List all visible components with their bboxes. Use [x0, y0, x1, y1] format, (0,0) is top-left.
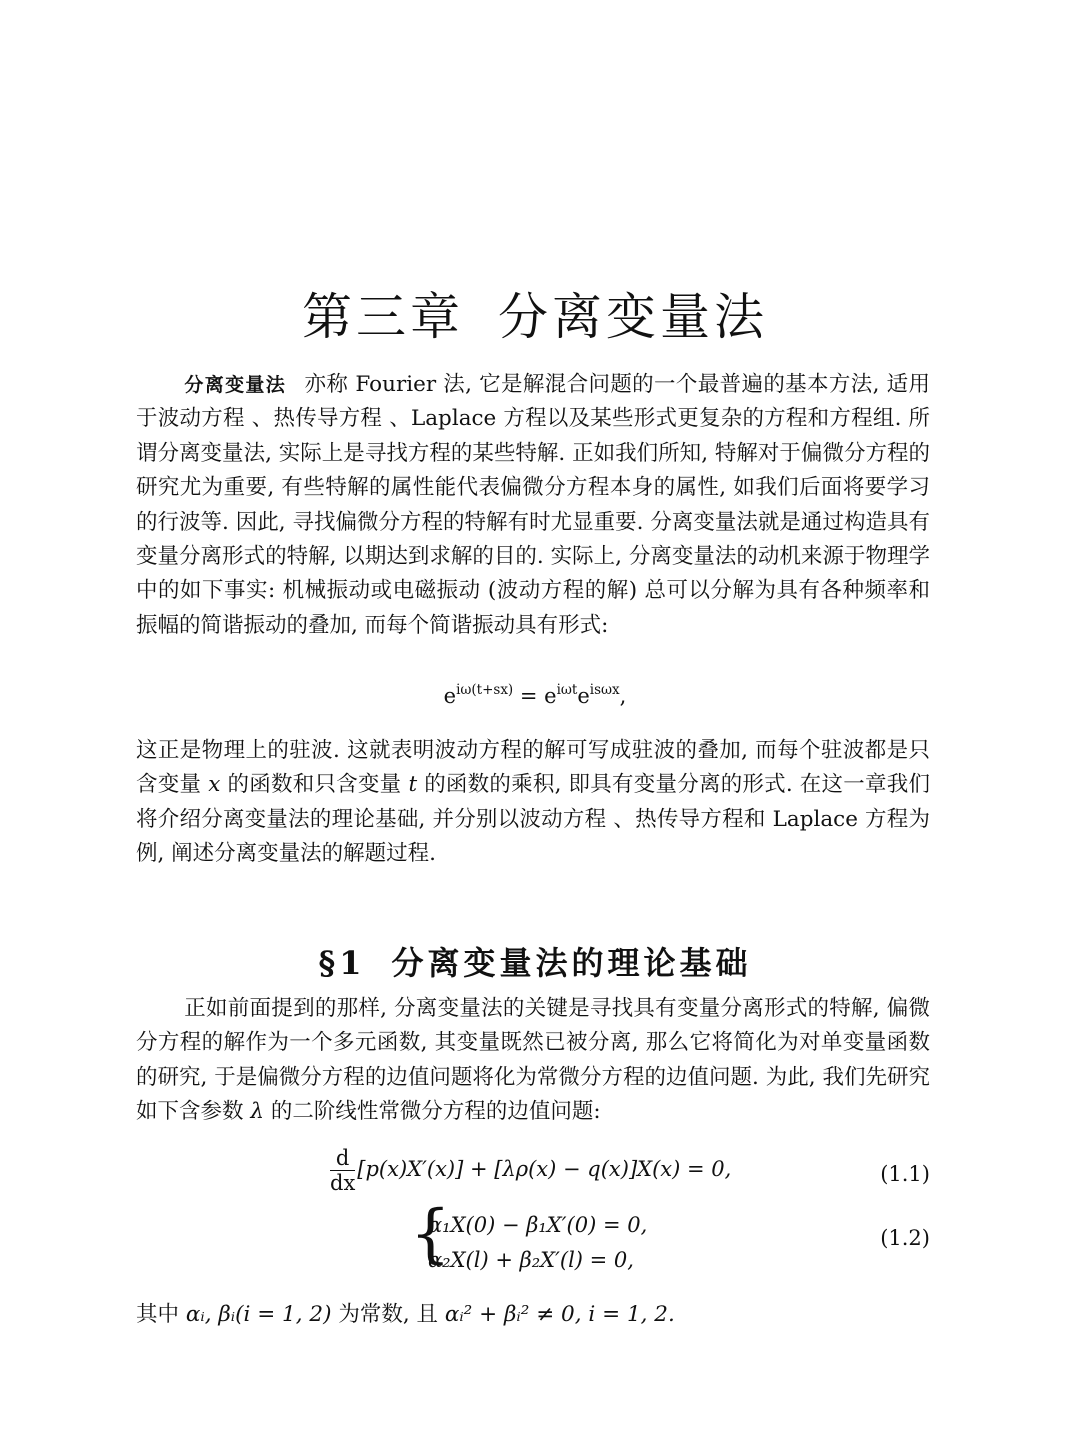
- constants-paragraph: [136, 1298, 930, 1332]
- eq0-rhs2-base: e: [577, 684, 590, 708]
- eq2-line-1: α₁X(0) − β₁X′(0) = 0,: [428, 1213, 648, 1237]
- intro-keyword: 分离变量法: [184, 374, 287, 396]
- section-heading: [0, 939, 1070, 987]
- chapter-number: 第三章: [302, 287, 464, 346]
- equation-number-1-1: (1.1): [880, 1162, 930, 1186]
- chapter-title: [0, 282, 1070, 352]
- standing-wave-paragraph: [136, 734, 930, 872]
- equation-1-2: [410, 1197, 648, 1278]
- para4-text-2: 为常数, 且: [331, 1302, 445, 1327]
- eq1-body: [p(x)X′(x)] + [λρ(x) − q(x)]X(x) = 0,: [357, 1157, 732, 1181]
- chapter-name: 分离变量法: [498, 287, 768, 346]
- para3-lambda: λ: [250, 1099, 264, 1125]
- eq0-rhs1-exp: iωt: [556, 682, 578, 698]
- section-number: §1: [318, 943, 366, 982]
- para2-text-2: 的函数和只含变量: [220, 772, 409, 798]
- intro-paragraph: [136, 368, 930, 643]
- para4-math-1: αᵢ, βᵢ(i = 1, 2): [185, 1302, 332, 1327]
- frac-denominator: dx: [330, 1171, 356, 1195]
- left-brace: {: [410, 1197, 451, 1271]
- eq0-lhs-base: e: [443, 684, 457, 708]
- frac-numerator: d: [330, 1146, 355, 1171]
- eq2-line-2: α₂X(l) + β₂X′(l) = 0,: [428, 1248, 634, 1272]
- theory-paragraph: [136, 992, 930, 1130]
- para3-text-1: 正如前面提到的那样, 分离变量法的关键是寻找具有变量分离形式的特解, 偏微分方程的解作为一个多元函数, 其变量既然已被分离, 那么它将简化为对单变量函数的研究, 于是偏微分方程的边值问题将化为常微分方程的边值问题. 为此, 我们先研究如下含参数: [136, 996, 930, 1125]
- equation-1-1: [330, 1146, 731, 1202]
- eq0-end: ,: [619, 684, 627, 708]
- equation-number-1-2: (1.2): [880, 1226, 930, 1250]
- eq0-rhs1-base: e: [544, 684, 557, 708]
- eq0-equals: =: [513, 684, 545, 708]
- para4-text-1: 其中: [136, 1302, 186, 1327]
- para2-var-x: x: [208, 772, 221, 798]
- para4-math-2: αᵢ² + βᵢ² ≠ 0, i = 1, 2.: [444, 1302, 675, 1327]
- para3-text-2: 的二阶线性常微分方程的边值问题:: [263, 1099, 601, 1125]
- section-name: 分离变量法的理论基础: [391, 943, 752, 982]
- standing-wave-equation: [0, 682, 1070, 708]
- intro-body: 亦称 Fourier 法, 它是解混合问题的一个最普遍的基本方法, 适用于波动方程 、热传导方程 、Laplace 方程以及某些形式更复杂的方程和方程组. 所谓分离变量法, 实际上是寻找方程的某些特解. 正如我们所知, 特解对于偏微分方程的研究尤为重要, 有些特解的属性能代表偏微分方程本身的属性, 如我们后面将要学习的行波等. 因此, 寻找偏微分方程的特解有时尤显重要. 分离变量法就是通过构造具有变量分离形式的特解, 以期达到求解的目的. 实际上, 分离变量法的动机来源于物理学中的如下事实: 机械振动或电磁振动 (波动方程的解) 总可以分解为具有各种频率和振幅的简谐振动的叠加, 而每个简谐振动具有形式:: [136, 372, 930, 638]
- derivative-fraction: [330, 1146, 355, 1195]
- eq0-lhs-exp: iω(t+sx): [456, 682, 514, 698]
- para2-text-3: 的函数的乘积, 即具有变量分离的形式. 在这一章我们将介绍分离变量法的理论基础, 并分别以波动方程 、热传导方程和 Laplace 方程为例, 阐述分离变量法的解题过程.: [136, 772, 930, 867]
- para2-var-t: t: [408, 772, 418, 798]
- para2-text-1: 这正是物理上的驻波. 这就表明波动方程的解可写成驻波的叠加, 而每个驻波都是只含变量: [136, 738, 930, 798]
- eq0-rhs2-exp: isωx: [589, 682, 620, 698]
